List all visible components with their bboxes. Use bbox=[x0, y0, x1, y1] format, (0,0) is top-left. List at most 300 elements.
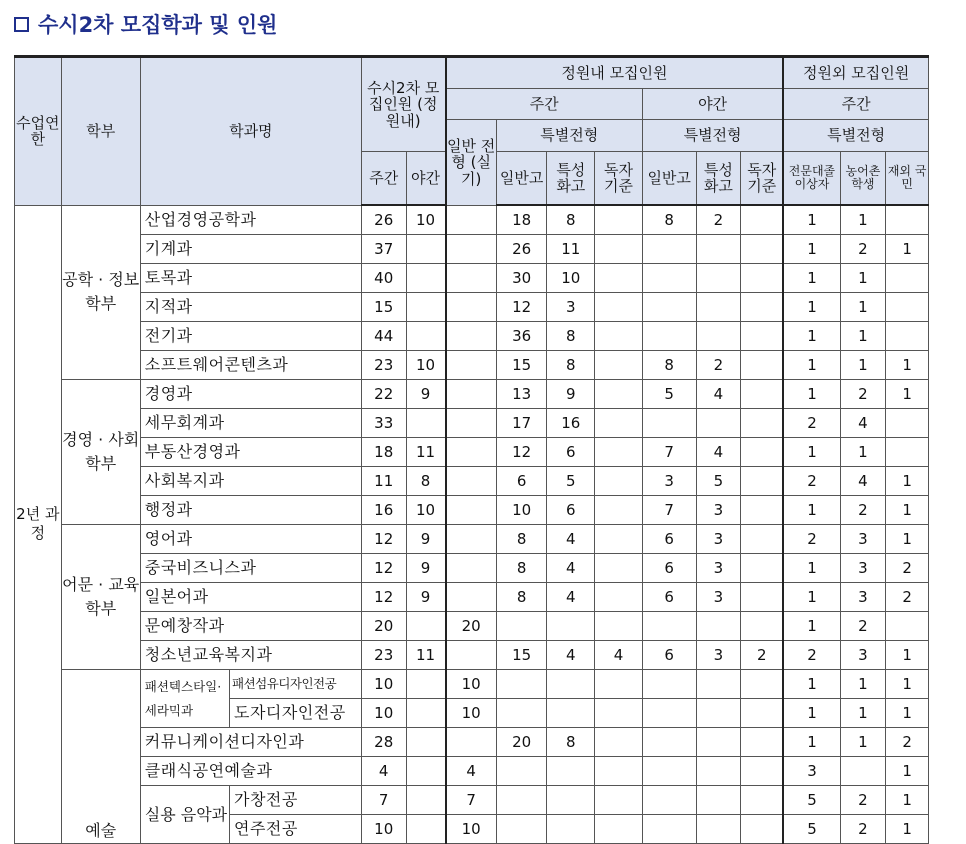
cell-gen: 10 bbox=[446, 815, 497, 844]
cell-nspec: 5 bbox=[696, 467, 741, 496]
cell-night: 8 bbox=[406, 467, 446, 496]
cell-day: 33 bbox=[361, 409, 406, 438]
cell-col: 2 bbox=[783, 467, 840, 496]
cell-nspec bbox=[696, 293, 741, 322]
cell-nhs bbox=[642, 409, 696, 438]
cell-indep bbox=[595, 467, 643, 496]
cell-hs bbox=[496, 612, 547, 641]
cell-spec: 4 bbox=[547, 583, 595, 612]
cell-night: 10 bbox=[406, 496, 446, 525]
cell-day: 4 bbox=[361, 757, 406, 786]
dept-name: 도자디자인전공 bbox=[230, 699, 362, 728]
cell-indep bbox=[595, 670, 643, 699]
cell-night: 9 bbox=[406, 554, 446, 583]
header-indep-night: 독자 기준 bbox=[741, 152, 784, 206]
cell-nhs bbox=[642, 612, 696, 641]
cell-hs bbox=[496, 670, 547, 699]
table-row bbox=[15, 525, 929, 554]
cell-hs: 30 bbox=[496, 264, 547, 293]
cell-hs: 17 bbox=[496, 409, 547, 438]
cell-spec: 4 bbox=[547, 525, 595, 554]
cell-spec bbox=[547, 786, 595, 815]
cell-hs: 18 bbox=[496, 205, 547, 235]
cell-day: 44 bbox=[361, 322, 406, 351]
cell-night: 11 bbox=[406, 438, 446, 467]
header-college-grad: 전문대졸 이상자 bbox=[783, 152, 840, 206]
cell-indep bbox=[595, 815, 643, 844]
cell-night bbox=[406, 757, 446, 786]
dept-name: 청소년교육복지과 bbox=[140, 641, 361, 670]
dept-name: 행정과 bbox=[140, 496, 361, 525]
cell-over bbox=[886, 264, 929, 293]
cell-gen bbox=[446, 438, 497, 467]
cell-nindep bbox=[741, 205, 784, 235]
cell-night: 9 bbox=[406, 380, 446, 409]
cell-spec: 3 bbox=[547, 293, 595, 322]
cell-night bbox=[406, 670, 446, 699]
cell-rural: 2 bbox=[840, 235, 886, 264]
table-row bbox=[15, 409, 929, 438]
cell-nhs: 6 bbox=[642, 641, 696, 670]
cell-day: 28 bbox=[361, 728, 406, 757]
cell-indep bbox=[595, 757, 643, 786]
cell-rural: 2 bbox=[840, 786, 886, 815]
dept-name: 토목과 bbox=[140, 264, 361, 293]
cell-over bbox=[886, 205, 929, 235]
header-outer-quota: 정원외 모집인원 bbox=[783, 57, 928, 89]
cell-nspec: 3 bbox=[696, 525, 741, 554]
cell-rural: 2 bbox=[840, 496, 886, 525]
table-row bbox=[15, 670, 929, 699]
cell-nindep bbox=[741, 728, 784, 757]
cell-rural: 3 bbox=[840, 554, 886, 583]
cell-col: 2 bbox=[783, 641, 840, 670]
table-row bbox=[15, 235, 929, 264]
header-special-night: 특별전형 bbox=[642, 120, 783, 152]
cell-nhs bbox=[642, 757, 696, 786]
cell-over: 1 bbox=[886, 380, 929, 409]
cell-indep bbox=[595, 728, 643, 757]
table-row bbox=[15, 293, 929, 322]
cell-nindep bbox=[741, 264, 784, 293]
table-row bbox=[15, 380, 929, 409]
cell-spec: 16 bbox=[547, 409, 595, 438]
dept-name: 소프트웨어콘텐츠과 bbox=[140, 351, 361, 380]
cell-indep bbox=[595, 205, 643, 235]
table-row bbox=[15, 554, 929, 583]
cell-rural: 1 bbox=[840, 728, 886, 757]
cell-nspec bbox=[696, 612, 741, 641]
dept-fashion-ceramic: 패션텍스타일·세라믹과 bbox=[140, 670, 229, 728]
faculty-language: 어문 · 교육 학부 bbox=[61, 525, 140, 670]
cell-nhs bbox=[642, 264, 696, 293]
header-rural: 농어촌 학생 bbox=[840, 152, 886, 206]
table-row bbox=[15, 612, 929, 641]
cell-nspec bbox=[696, 264, 741, 293]
cell-col: 2 bbox=[783, 409, 840, 438]
cell-day: 15 bbox=[361, 293, 406, 322]
cell-spec: 8 bbox=[547, 728, 595, 757]
cell-over: 1 bbox=[886, 351, 929, 380]
cell-over: 1 bbox=[886, 699, 929, 728]
table-row bbox=[15, 322, 929, 351]
cell-night: 9 bbox=[406, 525, 446, 554]
cell-nindep bbox=[741, 438, 784, 467]
cell-night: 10 bbox=[406, 351, 446, 380]
cell-day: 11 bbox=[361, 467, 406, 496]
cell-col: 1 bbox=[783, 438, 840, 467]
dept-name: 가창전공 bbox=[230, 786, 362, 815]
cell-nindep bbox=[741, 757, 784, 786]
cell-nindep: 2 bbox=[741, 641, 784, 670]
dept-name: 커뮤니케이션디자인과 bbox=[140, 728, 361, 757]
cell-rural: 1 bbox=[840, 205, 886, 235]
faculty-engineering: 공학 · 정보 학부 bbox=[61, 205, 140, 380]
table-row bbox=[15, 728, 929, 757]
cell-col: 2 bbox=[783, 525, 840, 554]
cell-day: 37 bbox=[361, 235, 406, 264]
cell-nindep bbox=[741, 670, 784, 699]
dept-name: 문예창작과 bbox=[140, 612, 361, 641]
cell-gen bbox=[446, 467, 497, 496]
cell-nspec: 3 bbox=[696, 641, 741, 670]
cell-spec: 9 bbox=[547, 380, 595, 409]
header-night: 야간 bbox=[642, 89, 783, 120]
cell-over: 1 bbox=[886, 496, 929, 525]
dept-name: 지적과 bbox=[140, 293, 361, 322]
cell-hs: 6 bbox=[496, 467, 547, 496]
cell-gen: 4 bbox=[446, 757, 497, 786]
cell-day: 16 bbox=[361, 496, 406, 525]
cell-nhs bbox=[642, 699, 696, 728]
header-quota: 수시2차 모집인원 (정원내) bbox=[361, 57, 445, 152]
table-row bbox=[15, 438, 929, 467]
cell-rural: 3 bbox=[840, 641, 886, 670]
cell-over: 1 bbox=[886, 467, 929, 496]
cell-gen bbox=[446, 496, 497, 525]
cell-spec: 8 bbox=[547, 322, 595, 351]
cell-indep bbox=[595, 235, 643, 264]
header-outer-day: 주간 bbox=[783, 89, 928, 120]
cell-over: 1 bbox=[886, 786, 929, 815]
cell-over: 2 bbox=[886, 728, 929, 757]
cell-day: 18 bbox=[361, 438, 406, 467]
cell-hs: 12 bbox=[496, 438, 547, 467]
cell-nhs bbox=[642, 293, 696, 322]
cell-over bbox=[886, 293, 929, 322]
quota-table bbox=[14, 55, 929, 844]
cell-nindep bbox=[741, 612, 784, 641]
cell-nhs bbox=[642, 670, 696, 699]
table-row bbox=[15, 264, 929, 293]
cell-nhs: 6 bbox=[642, 554, 696, 583]
cell-nspec: 3 bbox=[696, 583, 741, 612]
cell-indep bbox=[595, 438, 643, 467]
dept-practical-music: 실용 음악과 bbox=[140, 786, 229, 844]
cell-indep bbox=[595, 264, 643, 293]
dept-name: 일본어과 bbox=[140, 583, 361, 612]
cell-nspec: 2 bbox=[696, 351, 741, 380]
cell-nindep bbox=[741, 351, 784, 380]
header-spec-hs: 특성 화고 bbox=[547, 152, 595, 206]
cell-over: 2 bbox=[886, 583, 929, 612]
cell-nspec bbox=[696, 670, 741, 699]
cell-hs bbox=[496, 699, 547, 728]
cell-spec: 11 bbox=[547, 235, 595, 264]
cell-spec: 6 bbox=[547, 438, 595, 467]
header-gen-hs: 일반고 bbox=[496, 152, 547, 206]
dept-name: 클래식공연예술과 bbox=[140, 757, 361, 786]
cell-nindep bbox=[741, 322, 784, 351]
cell-rural: 1 bbox=[840, 438, 886, 467]
cell-day: 22 bbox=[361, 380, 406, 409]
cell-day: 12 bbox=[361, 583, 406, 612]
cell-col: 3 bbox=[783, 757, 840, 786]
cell-indep bbox=[595, 322, 643, 351]
cell-rural: 2 bbox=[840, 815, 886, 844]
cell-day: 10 bbox=[361, 699, 406, 728]
cell-rural: 1 bbox=[840, 264, 886, 293]
cell-gen bbox=[446, 554, 497, 583]
cell-indep bbox=[595, 525, 643, 554]
header-gen-hs-night: 일반고 bbox=[642, 152, 696, 206]
cell-hs: 20 bbox=[496, 728, 547, 757]
cell-col: 1 bbox=[783, 583, 840, 612]
cell-col: 1 bbox=[783, 612, 840, 641]
cell-over bbox=[886, 612, 929, 641]
cell-nindep bbox=[741, 293, 784, 322]
cell-over: 1 bbox=[886, 670, 929, 699]
cell-nspec bbox=[696, 786, 741, 815]
cell-indep bbox=[595, 583, 643, 612]
cell-gen bbox=[446, 264, 497, 293]
dept-name: 세무회계과 bbox=[140, 409, 361, 438]
dept-name: 연주전공 bbox=[230, 815, 362, 844]
cell-night: 11 bbox=[406, 641, 446, 670]
cell-night bbox=[406, 322, 446, 351]
header-general: 일반 전형 (실기) bbox=[446, 120, 497, 206]
cell-nindep bbox=[741, 525, 784, 554]
cell-day: 26 bbox=[361, 205, 406, 235]
cell-day: 10 bbox=[361, 670, 406, 699]
table-header bbox=[15, 57, 929, 206]
cell-hs bbox=[496, 757, 547, 786]
cell-nspec: 3 bbox=[696, 554, 741, 583]
cell-col: 1 bbox=[783, 380, 840, 409]
table-row bbox=[15, 467, 929, 496]
cell-nspec: 2 bbox=[696, 205, 741, 235]
cell-day: 20 bbox=[361, 612, 406, 641]
cell-spec: 6 bbox=[547, 496, 595, 525]
cell-night bbox=[406, 235, 446, 264]
faculty-business: 경영 · 사회 학부 bbox=[61, 380, 140, 525]
cell-nhs bbox=[642, 815, 696, 844]
cell-indep bbox=[595, 786, 643, 815]
cell-spec: 5 bbox=[547, 467, 595, 496]
cell-night bbox=[406, 409, 446, 438]
cell-nindep bbox=[741, 380, 784, 409]
duration-cell: 2년 과정 bbox=[15, 205, 62, 844]
cell-hs: 12 bbox=[496, 293, 547, 322]
cell-night: 10 bbox=[406, 205, 446, 235]
cell-nhs: 6 bbox=[642, 525, 696, 554]
cell-col: 1 bbox=[783, 205, 840, 235]
cell-day: 12 bbox=[361, 554, 406, 583]
cell-night bbox=[406, 264, 446, 293]
cell-night bbox=[406, 728, 446, 757]
dept-name: 중국비즈니스과 bbox=[140, 554, 361, 583]
header-special-outer: 특별전형 bbox=[783, 120, 928, 152]
cell-rural: 1 bbox=[840, 351, 886, 380]
header-inner-quota: 정원내 모집인원 bbox=[446, 57, 784, 89]
header-indep: 독자 기준 bbox=[595, 152, 643, 206]
cell-nspec bbox=[696, 409, 741, 438]
cell-day: 23 bbox=[361, 351, 406, 380]
cell-indep bbox=[595, 699, 643, 728]
dept-name: 패션섬유디자인전공 bbox=[230, 670, 362, 699]
cell-indep bbox=[595, 293, 643, 322]
header-duration: 수업연한 bbox=[15, 57, 62, 206]
cell-col: 1 bbox=[783, 699, 840, 728]
cell-indep bbox=[595, 351, 643, 380]
dept-name: 기계과 bbox=[140, 235, 361, 264]
cell-indep bbox=[595, 409, 643, 438]
cell-nhs: 8 bbox=[642, 205, 696, 235]
cell-nspec bbox=[696, 815, 741, 844]
cell-col: 1 bbox=[783, 496, 840, 525]
cell-spec: 4 bbox=[547, 554, 595, 583]
cell-gen bbox=[446, 293, 497, 322]
cell-over: 1 bbox=[886, 235, 929, 264]
cell-indep bbox=[595, 554, 643, 583]
cell-hs bbox=[496, 786, 547, 815]
dept-name: 영어과 bbox=[140, 525, 361, 554]
header-day: 주간 bbox=[446, 89, 643, 120]
dept-name: 사회복지과 bbox=[140, 467, 361, 496]
cell-rural: 4 bbox=[840, 467, 886, 496]
cell-gen bbox=[446, 351, 497, 380]
cell-over bbox=[886, 409, 929, 438]
cell-spec: 4 bbox=[547, 641, 595, 670]
cell-col: 1 bbox=[783, 670, 840, 699]
header-overseas: 재외 국민 bbox=[886, 152, 929, 206]
cell-gen bbox=[446, 525, 497, 554]
cell-day: 7 bbox=[361, 786, 406, 815]
cell-rural: 4 bbox=[840, 409, 886, 438]
cell-gen bbox=[446, 728, 497, 757]
cell-over: 1 bbox=[886, 757, 929, 786]
cell-spec bbox=[547, 815, 595, 844]
cell-gen bbox=[446, 235, 497, 264]
header-faculty: 학부 bbox=[61, 57, 140, 206]
cell-nspec: 4 bbox=[696, 438, 741, 467]
cell-col: 5 bbox=[783, 786, 840, 815]
cell-nhs bbox=[642, 322, 696, 351]
cell-hs: 8 bbox=[496, 525, 547, 554]
cell-rural: 3 bbox=[840, 525, 886, 554]
cell-day: 40 bbox=[361, 264, 406, 293]
cell-col: 1 bbox=[783, 293, 840, 322]
cell-spec: 10 bbox=[547, 264, 595, 293]
cell-gen bbox=[446, 380, 497, 409]
table-row bbox=[15, 496, 929, 525]
table-row bbox=[15, 583, 929, 612]
cell-nspec bbox=[696, 728, 741, 757]
dept-name: 전기과 bbox=[140, 322, 361, 351]
cell-night bbox=[406, 786, 446, 815]
cell-hs: 10 bbox=[496, 496, 547, 525]
cell-indep: 4 bbox=[595, 641, 643, 670]
cell-col: 1 bbox=[783, 351, 840, 380]
cell-col: 1 bbox=[783, 554, 840, 583]
cell-nindep bbox=[741, 496, 784, 525]
cell-spec bbox=[547, 670, 595, 699]
cell-col: 5 bbox=[783, 815, 840, 844]
checkbox-square-icon bbox=[14, 17, 29, 32]
cell-rural: 2 bbox=[840, 612, 886, 641]
cell-hs bbox=[496, 815, 547, 844]
cell-rural: 1 bbox=[840, 293, 886, 322]
cell-col: 1 bbox=[783, 264, 840, 293]
cell-gen bbox=[446, 409, 497, 438]
cell-spec bbox=[547, 699, 595, 728]
cell-nindep bbox=[741, 583, 784, 612]
cell-nindep bbox=[741, 699, 784, 728]
cell-spec: 8 bbox=[547, 205, 595, 235]
header-dept: 학과명 bbox=[140, 57, 361, 206]
cell-nindep bbox=[741, 786, 784, 815]
header-quota-day: 주간 bbox=[361, 152, 406, 206]
cell-day: 23 bbox=[361, 641, 406, 670]
header-spec-hs-night: 특성 화고 bbox=[696, 152, 741, 206]
cell-nhs bbox=[642, 786, 696, 815]
table-body bbox=[15, 205, 929, 844]
cell-rural: 1 bbox=[840, 670, 886, 699]
cell-night bbox=[406, 815, 446, 844]
cell-gen: 10 bbox=[446, 670, 497, 699]
table-row bbox=[15, 351, 929, 380]
cell-nspec: 4 bbox=[696, 380, 741, 409]
dept-name: 경영과 bbox=[140, 380, 361, 409]
cell-spec bbox=[547, 612, 595, 641]
cell-nhs: 7 bbox=[642, 496, 696, 525]
cell-over: 1 bbox=[886, 815, 929, 844]
cell-col: 1 bbox=[783, 728, 840, 757]
cell-nindep bbox=[741, 554, 784, 583]
cell-nspec bbox=[696, 757, 741, 786]
table-row bbox=[15, 641, 929, 670]
cell-hs: 36 bbox=[496, 322, 547, 351]
cell-col: 1 bbox=[783, 235, 840, 264]
cell-gen bbox=[446, 583, 497, 612]
cell-gen bbox=[446, 205, 497, 235]
table-row bbox=[15, 205, 929, 235]
cell-hs: 26 bbox=[496, 235, 547, 264]
table-row bbox=[15, 757, 929, 786]
cell-indep bbox=[595, 380, 643, 409]
cell-rural: 1 bbox=[840, 322, 886, 351]
cell-night: 9 bbox=[406, 583, 446, 612]
cell-nspec bbox=[696, 235, 741, 264]
cell-rural bbox=[840, 757, 886, 786]
cell-night bbox=[406, 699, 446, 728]
header-special-day: 특별전형 bbox=[496, 120, 642, 152]
cell-nindep bbox=[741, 815, 784, 844]
cell-col: 1 bbox=[783, 322, 840, 351]
cell-nindep bbox=[741, 235, 784, 264]
cell-nhs: 3 bbox=[642, 467, 696, 496]
cell-hs: 15 bbox=[496, 641, 547, 670]
